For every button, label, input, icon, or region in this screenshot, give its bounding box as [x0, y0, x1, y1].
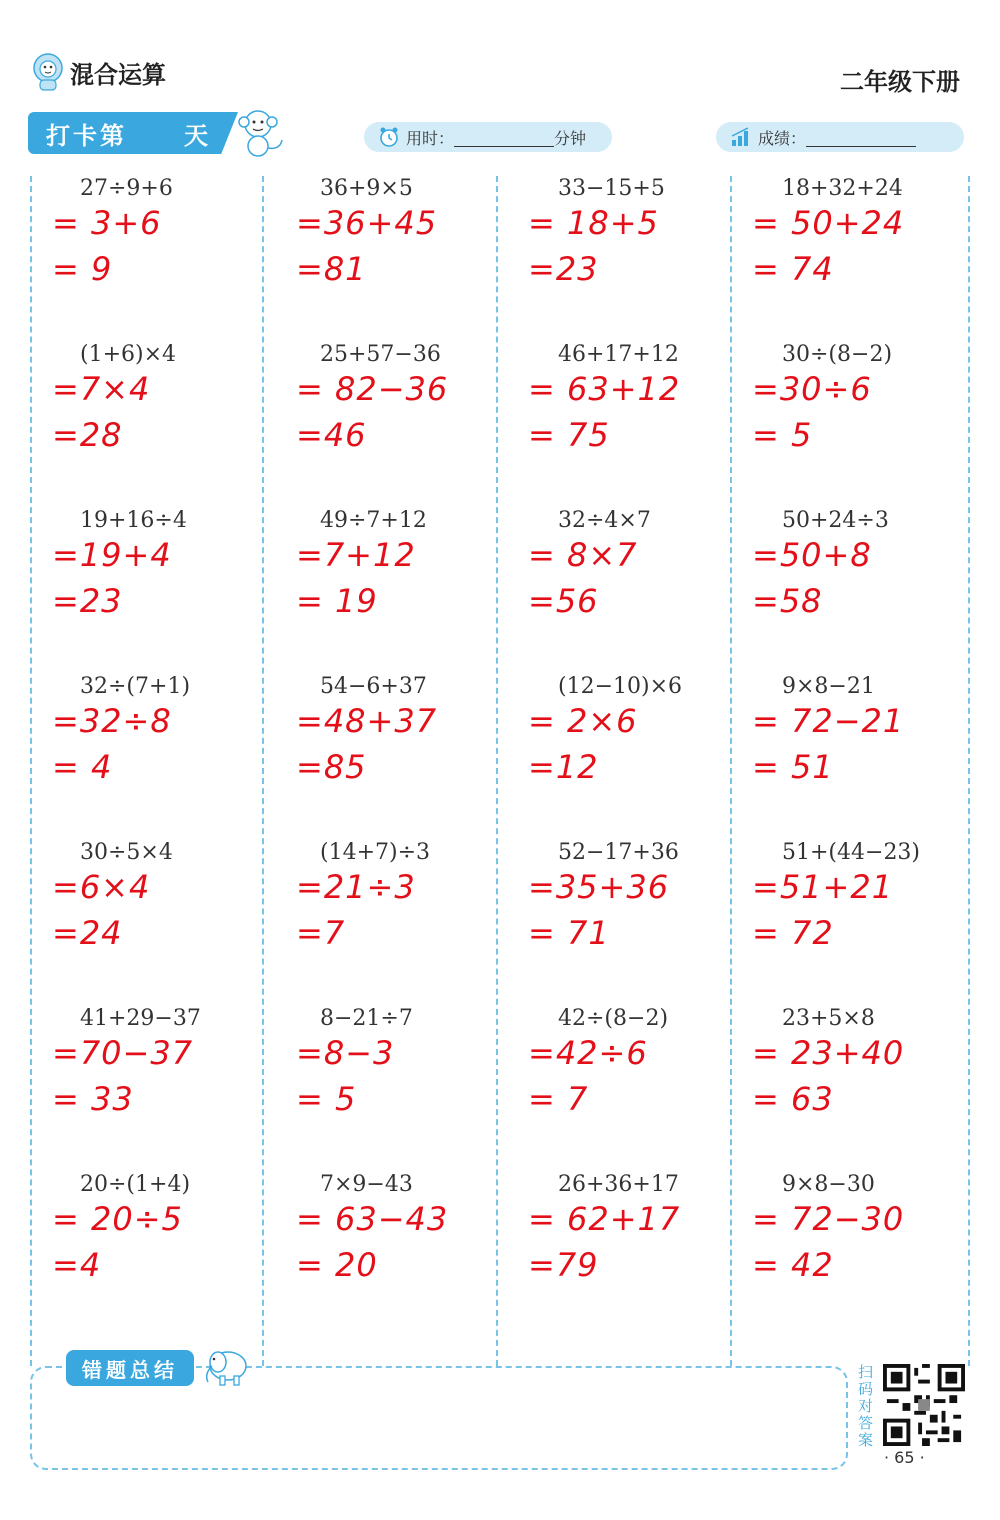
- answer-step-2: = 19: [296, 582, 378, 620]
- problem-expression: 25+57−36: [320, 342, 441, 367]
- problem-expression: 32÷4×7: [558, 508, 651, 533]
- lion-icon: [30, 52, 66, 92]
- column-divider: [262, 176, 264, 1366]
- score-label: 成绩：: [758, 128, 807, 148]
- answer-step-2: =7: [296, 914, 346, 952]
- answer-step-1: =30÷6: [752, 370, 872, 408]
- problem-expression: (12−10)×6: [558, 674, 683, 699]
- time-label: 用时：: [406, 128, 455, 148]
- answer-step-1: = 62+17: [528, 1200, 681, 1238]
- answer-step-2: = 74: [752, 250, 834, 288]
- answer-step-2: = 72: [752, 914, 834, 952]
- answer-step-2: = 5: [752, 416, 813, 454]
- problem-expression: 9×8−21: [782, 674, 875, 699]
- answer-step-1: =8−3: [296, 1034, 395, 1072]
- score-input[interactable]: [806, 128, 916, 147]
- problem-expression: 49÷7+12: [320, 508, 427, 533]
- problem-expression: 9×8−30: [782, 1172, 875, 1197]
- answer-step-2: =12: [528, 748, 599, 786]
- answer-step-2: = 33: [52, 1080, 134, 1118]
- answer-step-1: = 63+12: [528, 370, 681, 408]
- answer-step-1: = 72−30: [752, 1200, 905, 1238]
- problem-expression: (1+6)×4: [80, 342, 177, 367]
- answer-step-1: = 20÷5: [52, 1200, 183, 1238]
- answer-step-2: =85: [296, 748, 367, 786]
- answer-step-1: =35+36: [528, 868, 670, 906]
- answer-step-1: =50+8: [752, 536, 872, 574]
- answer-step-1: =70−37: [52, 1034, 194, 1072]
- answer-step-1: =21÷3: [296, 868, 416, 906]
- answer-step-2: =81: [296, 250, 367, 288]
- answer-step-2: = 71: [528, 914, 610, 952]
- column-divider: [496, 176, 498, 1366]
- problem-expression: 30÷5×4: [80, 840, 173, 865]
- problem-expression: 51+(44−23): [782, 840, 921, 865]
- answer-step-1: =19+4: [52, 536, 172, 574]
- answer-step-1: = 50+24: [752, 204, 905, 242]
- checkin-day-label: 天: [184, 122, 208, 150]
- answer-step-2: =23: [52, 582, 123, 620]
- bar-chart-icon: [730, 126, 752, 148]
- answer-step-1: =6×4: [52, 868, 151, 906]
- problem-expression: 36+9×5: [320, 176, 413, 201]
- header-title-group: [30, 52, 166, 92]
- mistake-summary-label: 错题总结: [66, 1350, 194, 1386]
- problem-expression: 18+32+24: [782, 176, 903, 201]
- time-input[interactable]: [454, 128, 554, 147]
- answer-step-2: = 4: [52, 748, 113, 786]
- answer-step-2: = 9: [52, 250, 113, 288]
- answer-step-1: = 3+6: [52, 204, 162, 242]
- checkin-label: 打卡第: [46, 122, 127, 150]
- elephant-icon: [198, 1344, 252, 1388]
- page-title: 混合运算: [70, 60, 166, 89]
- answer-step-1: = 2×6: [528, 702, 638, 740]
- column-divider: [730, 176, 732, 1366]
- problem-expression: 27÷9+6: [80, 176, 173, 201]
- answer-step-2: = 51: [752, 748, 834, 786]
- answer-step-1: = 8×7: [528, 536, 638, 574]
- answer-step-2: =24: [52, 914, 123, 952]
- score-field: [716, 122, 964, 152]
- problem-expression: 32÷(7+1): [80, 674, 191, 699]
- qr-code[interactable]: [882, 1364, 966, 1446]
- answer-step-2: =4: [52, 1246, 102, 1284]
- answer-step-1: = 18+5: [528, 204, 659, 242]
- problem-expression: 30÷(8−2): [782, 342, 893, 367]
- problem-expression: 8−21÷7: [320, 1006, 413, 1031]
- answer-step-1: =32÷8: [52, 702, 172, 740]
- answer-step-1: =42÷6: [528, 1034, 648, 1072]
- problem-expression: 7×9−43: [320, 1172, 413, 1197]
- answer-step-2: =46: [296, 416, 367, 454]
- monkey-icon: [232, 104, 288, 160]
- answer-step-1: =48+37: [296, 702, 438, 740]
- problem-expression: 41+29−37: [80, 1006, 201, 1031]
- clock-icon: [378, 126, 400, 148]
- problem-expression: 52−17+36: [558, 840, 679, 865]
- time-unit: 分钟: [554, 128, 587, 148]
- answer-step-2: = 42: [752, 1246, 834, 1284]
- answer-step-2: = 7: [528, 1080, 589, 1118]
- scan-answers-label: 扫码对答案: [858, 1363, 874, 1449]
- answer-step-1: =7×4: [52, 370, 151, 408]
- answer-step-1: =36+45: [296, 204, 438, 242]
- problem-expression: 23+5×8: [782, 1006, 875, 1031]
- answer-step-2: =58: [752, 582, 823, 620]
- problem-expression: 46+17+12: [558, 342, 679, 367]
- problem-expression: 20÷(1+4): [80, 1172, 191, 1197]
- answer-step-2: =56: [528, 582, 599, 620]
- answer-step-2: =28: [52, 416, 123, 454]
- problem-expression: 33−15+5: [558, 176, 665, 201]
- answer-step-2: =79: [528, 1246, 599, 1284]
- answer-step-1: = 72−21: [752, 702, 905, 740]
- page-number: · 65 ·: [884, 1448, 925, 1467]
- answer-step-2: = 75: [528, 416, 610, 454]
- problem-expression: 42÷(8−2): [558, 1006, 669, 1031]
- grade-label: 二年级下册: [840, 68, 960, 96]
- problem-expression: 26+36+17: [558, 1172, 679, 1197]
- answer-step-1: =51+21: [752, 868, 894, 906]
- answer-step-1: =7+12: [296, 536, 416, 574]
- problem-expression: (14+7)÷3: [320, 840, 431, 865]
- answer-step-2: = 5: [296, 1080, 357, 1118]
- time-field: [364, 122, 612, 152]
- answer-step-2: =23: [528, 250, 599, 288]
- answer-step-2: = 63: [752, 1080, 834, 1118]
- answer-step-1: = 82−36: [296, 370, 449, 408]
- answer-step-1: = 63−43: [296, 1200, 449, 1238]
- problem-expression: 19+16÷4: [80, 508, 187, 533]
- answer-step-1: = 23+40: [752, 1034, 905, 1072]
- answer-step-2: = 20: [296, 1246, 378, 1284]
- problem-expression: 50+24÷3: [782, 508, 889, 533]
- problem-expression: 54−6+37: [320, 674, 427, 699]
